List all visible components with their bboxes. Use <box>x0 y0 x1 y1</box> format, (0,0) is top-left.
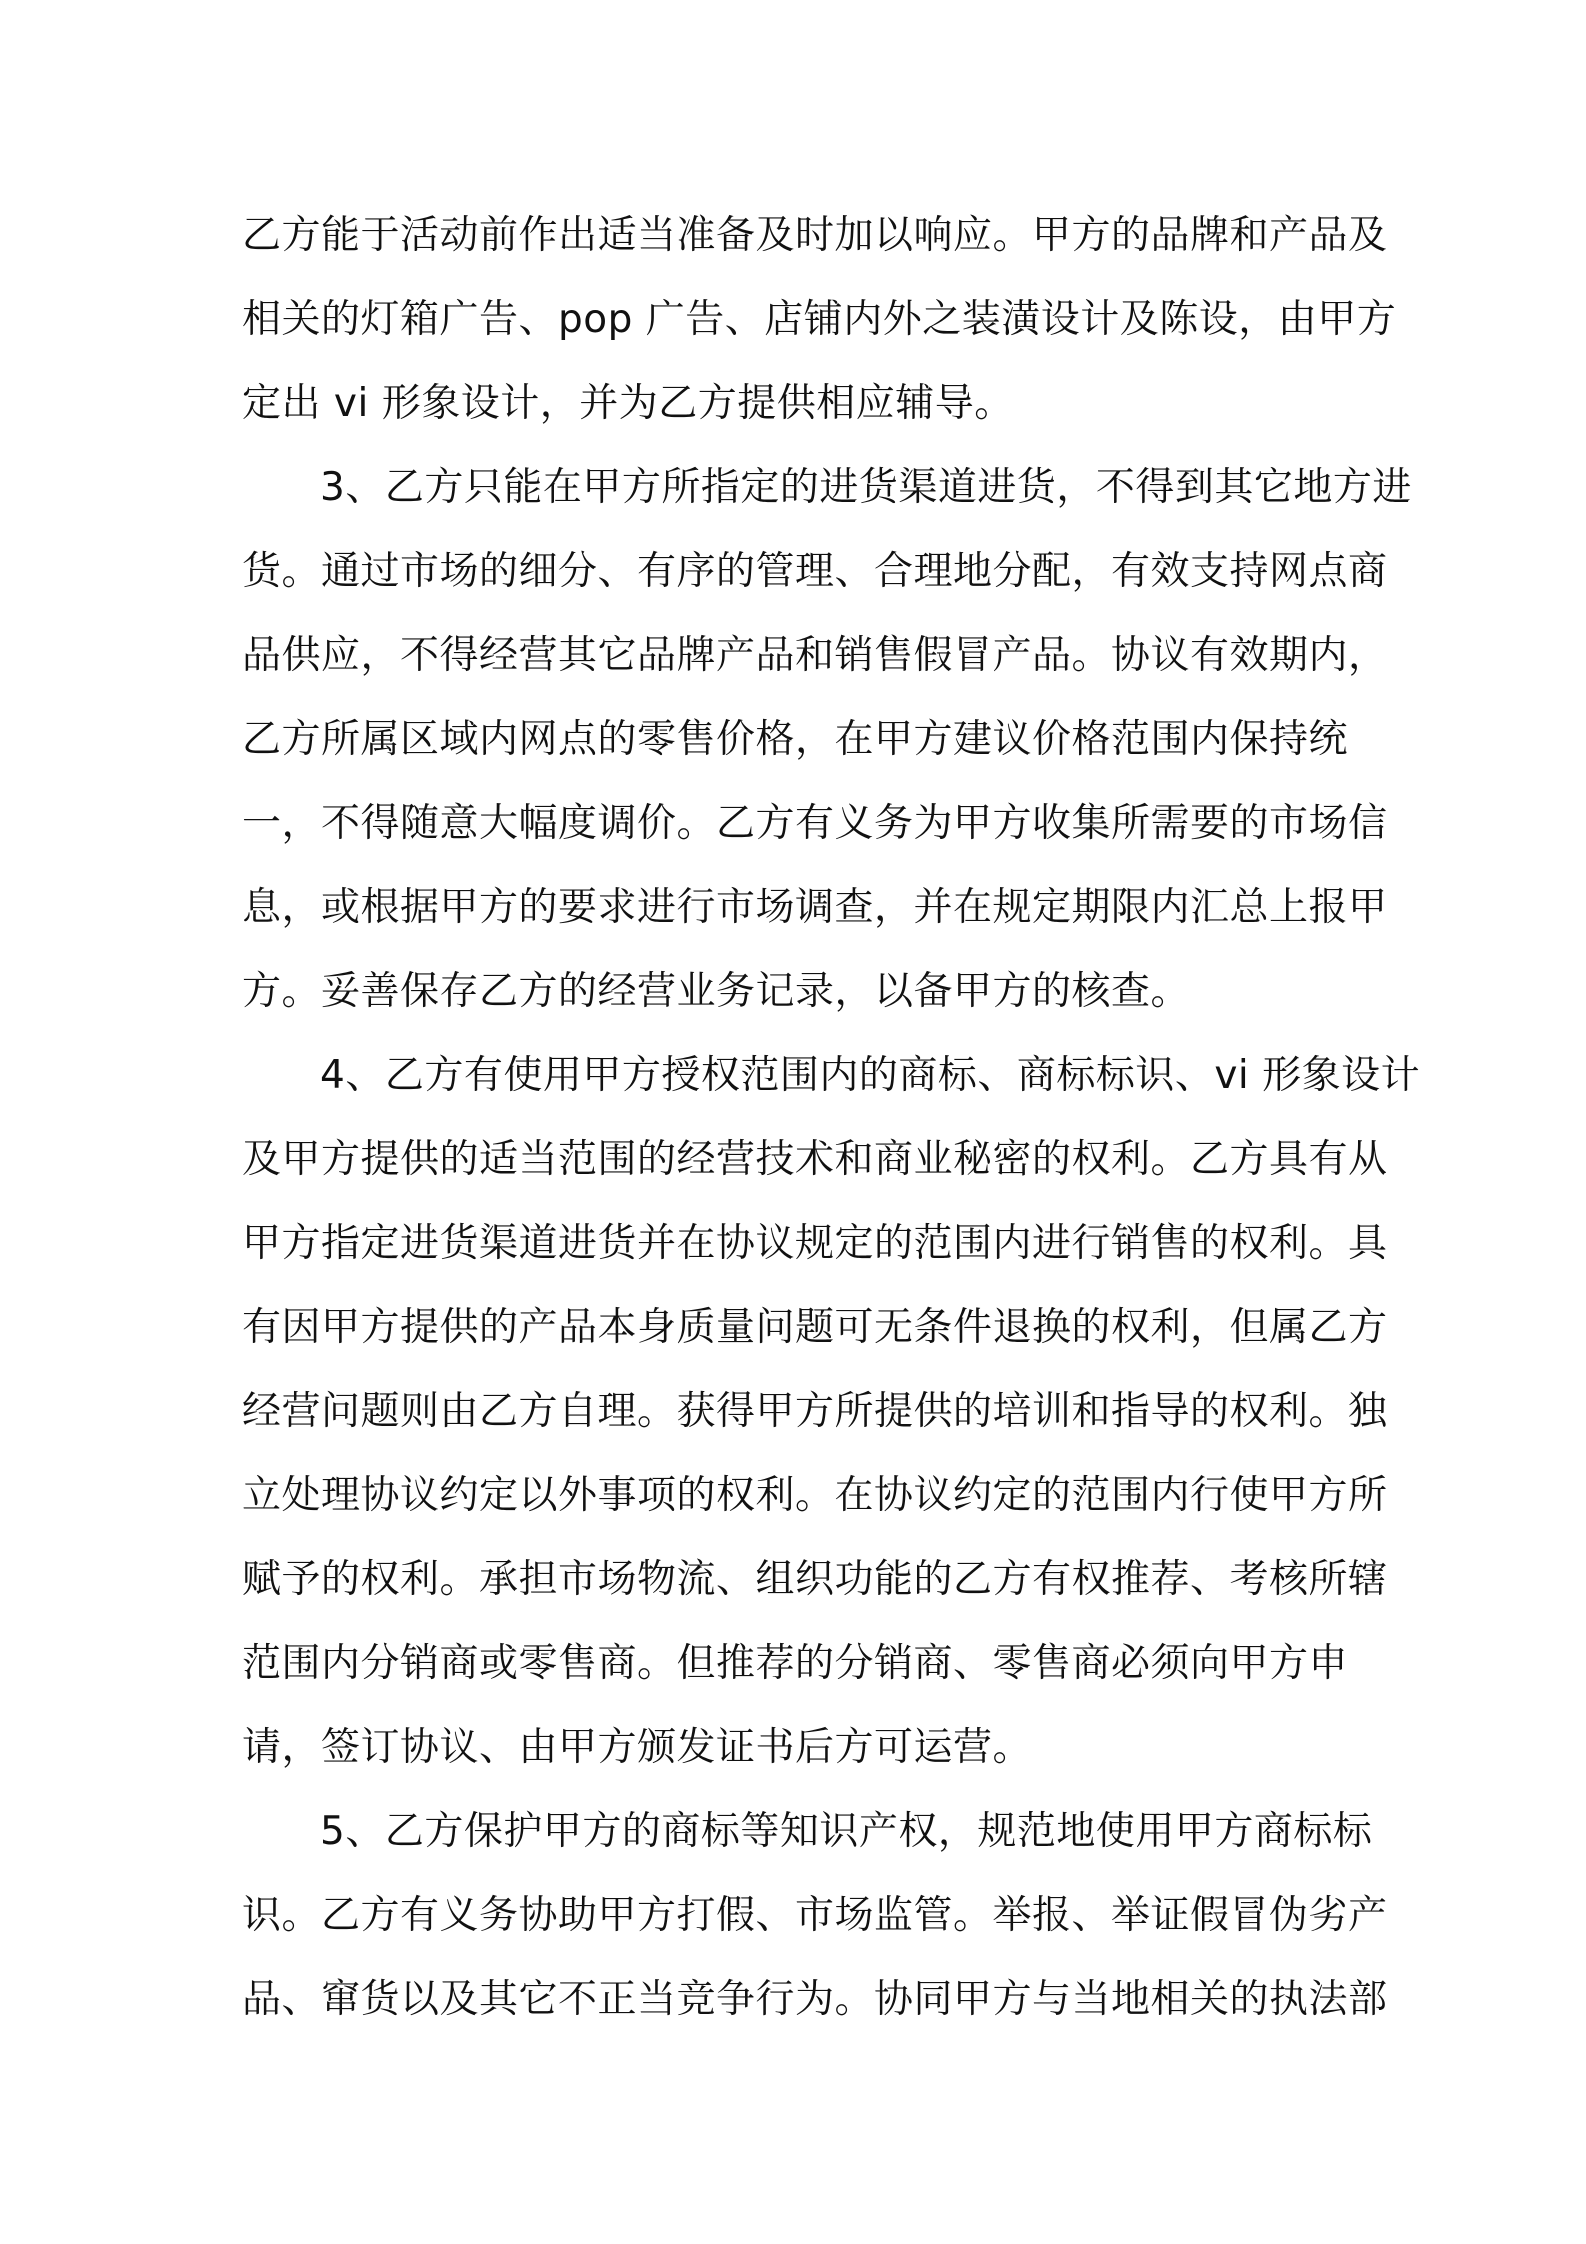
text-line: 定出 vi 形象设计，并为乙方提供相应辅导。 <box>242 381 1014 426</box>
text-line: 识。乙方有义务协助甲方打假、市场监管。举报、举证假冒伪劣产 <box>242 1893 1388 1938</box>
text-line: 及甲方提供的适当范围的经营技术和商业秘密的权利。乙方具有从 <box>242 1137 1388 1182</box>
text-line: 相关的灯箱广告、pop 广告、店铺内外之装潢设计及陈设，由甲方 <box>242 297 1397 342</box>
text-line: 方。妥善保存乙方的经营业务记录，以备甲方的核查。 <box>242 969 1191 1014</box>
text-line: 经营问题则由乙方自理。获得甲方所提供的培训和指导的权利。独 <box>242 1389 1388 1434</box>
paragraph-start-line: 5、乙方保护甲方的商标等知识产权，规范地使用甲方商标标 <box>320 1809 1373 1854</box>
paragraph-start-line: 3、乙方只能在甲方所指定的进货渠道进货，不得到其它地方进 <box>320 465 1412 510</box>
text-line: 品供应，不得经营其它品牌产品和销售假冒产品。协议有效期内， <box>242 633 1388 678</box>
text-line: 赋予的权利。承担市场物流、组织功能的乙方有权推荐、考核所辖 <box>242 1557 1388 1602</box>
text-line: 货。通过市场的细分、有序的管理、合理地分配，有效支持网点商 <box>242 549 1388 594</box>
text-line: 一，不得随意大幅度调价。乙方有义务为甲方收集所需要的市场信 <box>242 801 1388 846</box>
contract-text <box>242 194 1421 2042</box>
text-line: 乙方能于活动前作出适当准备及时加以响应。甲方的品牌和产品及 <box>242 213 1388 258</box>
paragraph-start-line: 4、乙方有使用甲方授权范围内的商标、商标标识、vi 形象设计 <box>320 1053 1421 1098</box>
text-line: 范围内分销商或零售商。但推荐的分销商、零售商必须向甲方申 <box>242 1641 1349 1686</box>
text-line: 请，签订协议、由甲方颁发证书后方可运营。 <box>242 1725 1033 1770</box>
text-line: 有因甲方提供的产品本身质量问题可无条件退换的权利，但属乙方 <box>242 1305 1388 1350</box>
text-line: 乙方所属区域内网点的零售价格，在甲方建议价格范围内保持统 <box>242 717 1349 762</box>
text-line: 品、窜货以及其它不正当竞争行为。协同甲方与当地相关的执法部 <box>242 1977 1388 2022</box>
text-line: 立处理协议约定以外事项的权利。在协议约定的范围内行使甲方所 <box>242 1473 1388 1518</box>
text-line: 息，或根据甲方的要求进行市场调查，并在规定期限内汇总上报甲 <box>242 885 1388 930</box>
text-line: 甲方指定进货渠道进货并在协议规定的范围内进行销售的权利。具 <box>242 1221 1388 1266</box>
